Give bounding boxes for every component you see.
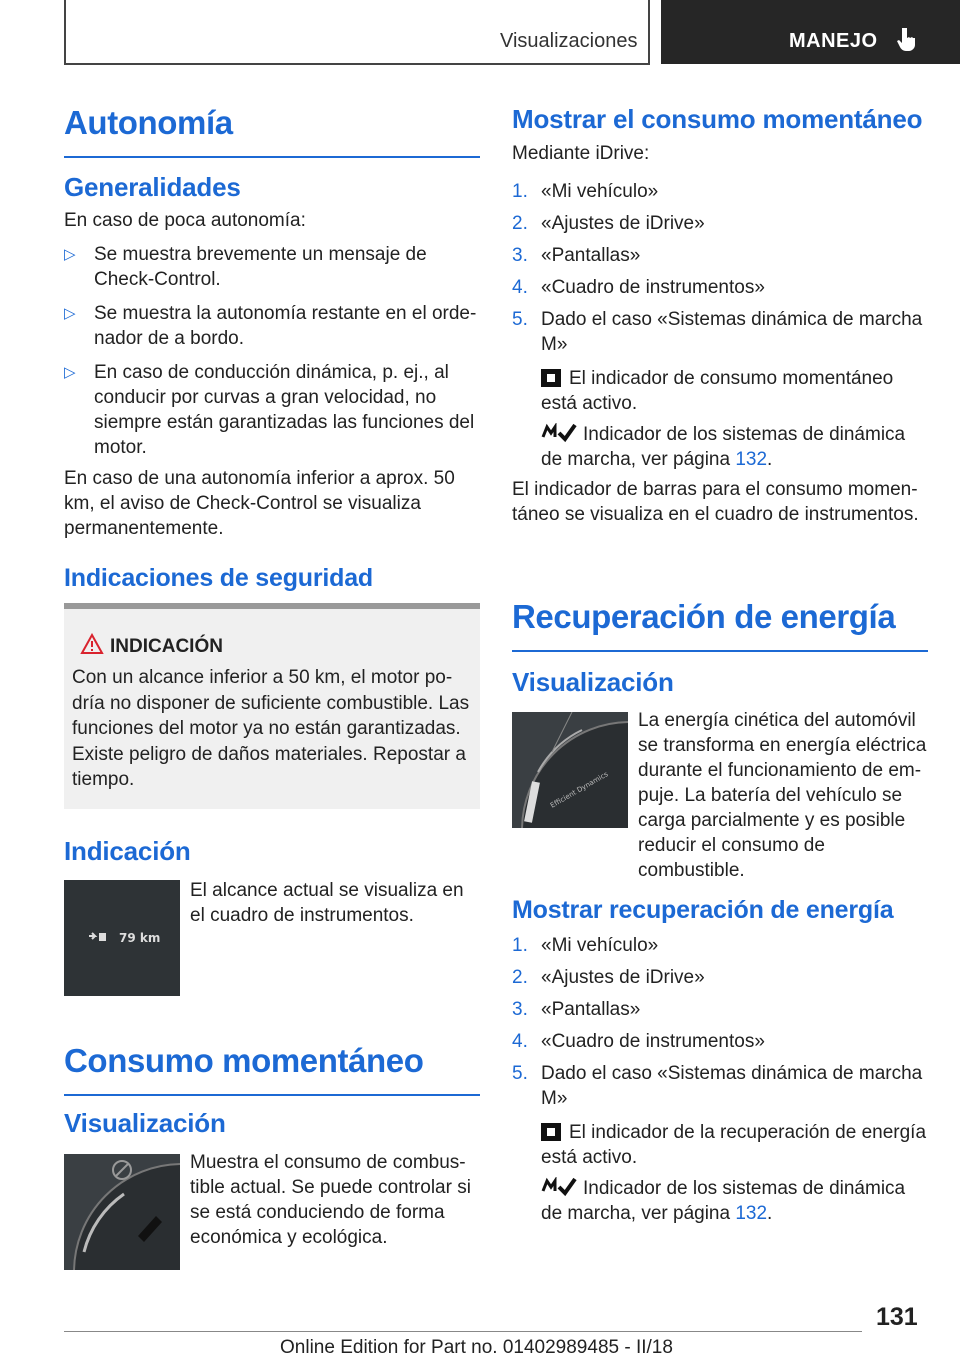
header-divider	[648, 0, 650, 64]
list-item: ▷ Se muestra la autonomía restante en el orde-nador de a bordo.	[64, 303, 477, 349]
m-check-icon	[541, 1177, 577, 1197]
header-section-title: Visualizaciones	[500, 30, 638, 52]
steps-list	[512, 933, 928, 1226]
list-item: 2. «Ajustes de iDrive»	[512, 967, 705, 988]
list-item: 5. Dado el caso «Sistemas dinámica de marcha M» El indicador de la recuperación de energía está activo. Indicador de los sistemas de dinámica de marcha, ver página 132.	[512, 1063, 927, 1224]
footer-edition: Online Edition for Part no. 01402989485 - II/18	[280, 1337, 673, 1358]
checkbox-icon	[541, 369, 561, 387]
page-number: 131	[876, 1303, 918, 1331]
visualizacion-right-section	[512, 667, 928, 698]
page-link[interactable]: 132	[735, 1203, 768, 1224]
bullet-list	[64, 242, 480, 460]
steps-list	[512, 179, 928, 472]
warning-box	[64, 603, 480, 809]
autonomia-section	[64, 104, 480, 158]
m-check-icon	[541, 423, 577, 443]
header-chapter-tab	[661, 0, 960, 64]
checkbox-icon	[541, 1123, 561, 1141]
footer-rule	[64, 1331, 862, 1332]
list-item: 1. «Mi vehículo»	[512, 935, 659, 956]
warning-text: Con un alcance inferior a 50 km, el motor po-dría no disponer de suficiente combustible. Las funciones del motor ya no están garantizadas. Existe peligro de daños materiales. Repostar a tiempo.	[72, 667, 470, 790]
list-item: 2. «Ajustes de iDrive»	[512, 213, 705, 234]
recuperacion-section	[512, 598, 928, 652]
idrive-text: Mediante iDrive:	[512, 143, 650, 164]
mostrar-consumo-section	[512, 104, 928, 527]
recuperation-gauge-image	[512, 712, 628, 828]
visualizacion-title: Visualización	[64, 1108, 226, 1138]
list-item: ▷ En caso de conducción dinámica, p. ej., al conducir por curvas a gran velocidad, no siempre están garantizadas las funciones del motor.	[64, 362, 475, 458]
mostrar-consumo-title: Mostrar el consumo momentáneo	[512, 104, 923, 134]
recuperacion-text-top: La energía cinética del automóvil se transforma en energía eléctrica durante el funcionamiento de em-puje. La batería del vehículo se carga parcialmente y es posible reducir el consumo de combustible.	[638, 710, 927, 881]
pointing-hand-icon	[895, 26, 919, 52]
step-note-b: Indicador de los sistemas de dinámica de marcha, ver página 132.	[541, 424, 906, 470]
list-item: 4. «Cuadro de instrumentos»	[512, 277, 765, 298]
visualizacion-title: Visualización	[512, 667, 674, 697]
header-bottom-border	[64, 63, 650, 65]
gauge-label: Efficient Dynamics	[549, 770, 610, 810]
range-value: 79 km	[119, 931, 161, 945]
autonomia-title: Autonomía	[64, 104, 233, 141]
triangle-bullet-icon: ▷	[64, 246, 76, 263]
consumo-section	[64, 1042, 480, 1096]
page-link[interactable]: 132	[735, 449, 768, 470]
header-left-border	[64, 0, 66, 64]
visualizacion-left-section	[64, 1108, 480, 1139]
list-item: 3. «Pantallas»	[512, 999, 641, 1020]
indicacion-section	[64, 836, 480, 867]
recuperacion-title: Recuperación de energía	[512, 598, 896, 635]
range-display-graphic	[64, 880, 180, 996]
list-item: 3. «Pantallas»	[512, 245, 641, 266]
triangle-bullet-icon: ▷	[64, 364, 76, 381]
triangle-bullet-icon: ▷	[64, 305, 76, 322]
list-item: 1. «Mi vehículo»	[512, 181, 659, 202]
seguridad-section	[64, 564, 480, 593]
list-item: 5. Dado el caso «Sistemas dinámica de marcha M» El indicador de consumo momentáneo está activo. Indicador de los sistemas de dinámica de marcha, ver página 132.	[512, 307, 928, 472]
barras-text: El indicador de barras para el consumo momen-táneo se visualiza en el cuadro de instrumentos.	[512, 479, 919, 525]
chapter-label: MANEJO	[789, 30, 878, 52]
step-note-a: El indicador de la recuperación de energía está activo.	[541, 1122, 927, 1168]
mostrar-recup-section	[512, 896, 928, 1233]
range-display-image	[64, 880, 180, 996]
step-note-a: El indicador de consumo momentáneo está activo.	[541, 368, 894, 414]
visualizacion-text: Muestra el consumo de combus-tible actual. Se puede controlar si se está conduciendo de forma económica y ecológica.	[190, 1152, 471, 1248]
mostrar-recup-title: Mostrar recuperación de energía	[512, 896, 894, 924]
title-rule	[64, 156, 480, 158]
list-item: ▷ Se muestra brevemente un mensaje de Check-Control.	[64, 244, 427, 290]
warning-label: INDICACIÓN	[110, 636, 223, 657]
title-rule	[64, 1094, 480, 1096]
gauge-graphic	[512, 712, 628, 828]
generalidades-section	[64, 172, 480, 541]
seguridad-title: Indicaciones de seguridad	[64, 564, 373, 592]
consumption-gauge-image	[64, 1154, 180, 1270]
step-note-b: Indicador de los sistemas de dinámica de marcha, ver página 132.	[541, 1178, 906, 1224]
generalidades-title: Generalidades	[64, 172, 241, 202]
list-item: 4. «Cuadro de instrumentos»	[512, 1031, 765, 1052]
intro-text: En caso de poca autonomía:	[64, 210, 306, 231]
indicacion-title: Indicación	[64, 836, 191, 866]
indicacion-text: El alcance actual se visualiza en el cuadro de instrumentos.	[190, 880, 464, 926]
title-rule	[512, 650, 928, 652]
after-bullets-text: En caso de una autonomía inferior a aprox. 50 km, el aviso de Check-Control se visualiza permanentemente.	[64, 468, 455, 539]
warning-triangle-icon	[80, 633, 104, 655]
consumo-title: Consumo momentáneo	[64, 1042, 424, 1079]
gauge-graphic	[64, 1154, 180, 1270]
